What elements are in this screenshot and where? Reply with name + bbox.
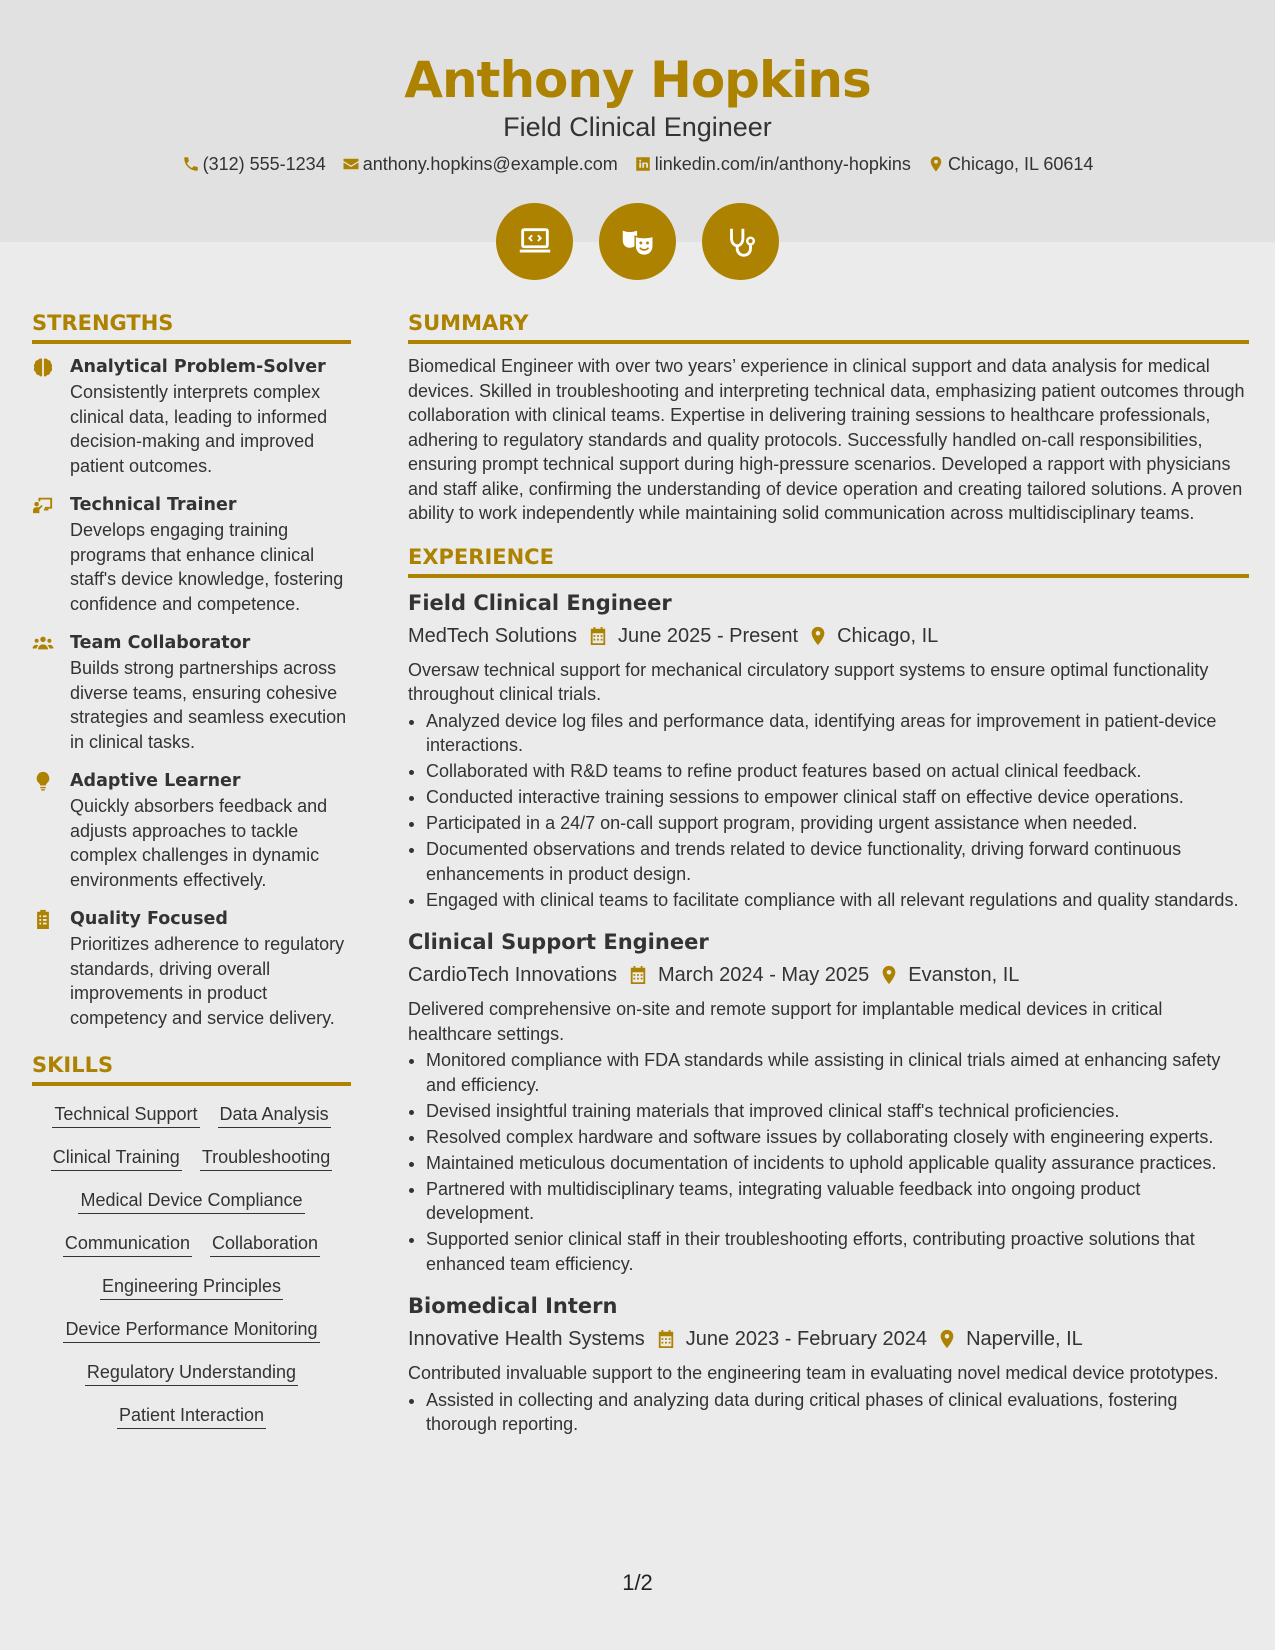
map-pin-icon [810,626,826,646]
job-company: MedTech Solutions [408,624,577,647]
skill-tag: Engineering Principles [100,1274,283,1300]
strength-desc: Develops engaging training programs that enhance clinical staff's device knowledge, fostering confidence and competence. [70,520,344,614]
job-entry [408,1291,1249,1437]
bullet-item: • Conducted interactive training sessions to empower clinical staff on effective device operations. [426,785,1249,810]
job-dates: June 2023 - February 2024 [685,1328,928,1350]
theater-masks-icon [619,223,657,261]
job-dates: June 2025 - Present [617,624,799,647]
job-description: Contributed invaluable support to the engineering team in evaluating novel medical device prototypes. [408,1363,1219,1383]
job-title: Clinical Support Engineer [408,930,709,954]
skill-tag: Data Analysis [218,1102,331,1128]
page-number: 1/2 [622,1570,653,1595]
skill-tag: Clinical Training [51,1145,182,1171]
job-location: Evanston, IL [908,964,1020,986]
strength-title: Quality Focused [70,909,228,929]
skill-tag: Medical Device Compliance [78,1188,304,1214]
bullet-item: • Supported senior clinical staff in their troubleshooting efforts, contributing proactive solutions that enhanced team efficiency. [426,1227,1249,1276]
summary-text: Biomedical Engineer with over two years’ experience in clinical support and data analysis for medical devices. Skilled in troubleshooting and interpreting technical data, emphasizing patient outcomes through collaboration with clinical teams. Expertise in delivering training sessions to healthcare professionals, adhering to regulatory standards and quality protocols. Successfully handled on-call responsibilities, ensuring prompt technical support during high-pressure scenarios. Developed a rapport with physicians and staff alike, confirming the understanding of device operation and creating tailored solutions. A proven ability to work independently while maintaining solid communication across multidisciplinary teams. [408,356,1245,523]
clipboard-list-icon [32,909,54,929]
calendar-icon [657,1329,675,1349]
bullet-item: • Documented observations and trends related to device functionality, driving forward continuous enhancements in product design. [426,837,1249,886]
candidate-title: Field Clinical Engineer [503,112,772,142]
users-icon [32,633,54,653]
job-dates: March 2024 - May 2025 [658,964,870,986]
job-location: Naperville, IL [966,1328,1083,1350]
skills-heading: SKILLS [32,1048,351,1086]
experience-heading: EXPERIENCE [408,540,1249,578]
job-entry [408,927,1249,1276]
map-pin-icon [927,155,945,173]
calendar-icon [629,965,647,985]
strength-desc: Quickly absorbers feedback and adjusts approaches to tackle complex challenges in dynamic environments effectively. [70,796,328,890]
contact-location [927,152,1093,176]
strength-desc: Consistently interprets complex clinical data, leading to informed decision-making and improved patient outcomes. [70,382,328,476]
lightbulb-icon [32,771,54,791]
chalkboard-teacher-icon [32,495,54,515]
bullet-item: • Assisted in collecting and analyzing data during critical phases of clinical evaluations, fostering thorough reporting. [426,1388,1249,1437]
brain-icon [32,357,54,377]
map-pin-icon [881,965,897,985]
candidate-name: Anthony Hopkins [404,51,871,109]
strength-title: Technical Trainer [70,495,237,515]
bullet-item: • Collaborated with R&D teams to refine product features based on actual clinical feedback. [426,759,1249,784]
right-column [408,306,1249,1452]
stethoscope-badge [702,203,779,280]
bullet-item: • Engaged with clinical teams to facilitate compliance with all relevant regulations and quality standards. [426,888,1249,913]
contact-email[interactable] [342,152,618,176]
bullet-item: • Maintained meticulous documentation of incidents to uphold applicable quality assurance practices. [426,1151,1249,1176]
strengths-heading: STRENGTHS [32,306,351,344]
strength-item [32,768,351,892]
job-bullets [408,1048,1249,1276]
skill-tag: Regulatory Understanding [85,1360,298,1386]
skill-tag: Collaboration [210,1231,320,1257]
bullet-item: • Monitored compliance with FDA standards while assisting in clinical trials aimed at enhancing safety and efficiency. [426,1048,1249,1097]
skills-list [32,1102,351,1429]
calendar-icon [589,626,607,646]
job-description: Delivered comprehensive on-site and remote support for implantable medical devices in critical healthcare settings. [408,999,1163,1044]
strength-item [32,630,351,754]
envelope-icon [342,155,360,173]
contact-phone[interactable] [182,152,326,176]
job-title: Biomedical Intern [408,1294,618,1318]
skill-tag: Technical Support [52,1102,199,1128]
strength-title: Team Collaborator [70,633,251,653]
job-meta [408,959,1249,991]
job-meta [408,1323,1249,1355]
map-pin-icon [939,1329,955,1349]
summary-heading: SUMMARY [408,306,1249,344]
contact-linkedin-text: linkedin.com/in/anthony-hopkins [654,154,911,174]
contact-phone-text: (312) 555-1234 [202,154,326,174]
stethoscope-icon [722,223,760,261]
bullet-item: • Partnered with multidisciplinary teams, integrating valuable feedback into ongoing product development. [426,1177,1249,1226]
bullet-item: • Resolved complex hardware and software issues by collaborating closely with engineering experts. [426,1125,1249,1150]
skill-tag: Patient Interaction [117,1403,266,1429]
strength-title: Analytical Problem-Solver [70,357,326,377]
strength-item [32,492,351,616]
bullet-item: • Analyzed device log files and performance data, identifying areas for improvement in patient-device interactions. [426,709,1249,758]
bullet-item: • Participated in a 24/7 on-call support program, providing urgent assistance when needed. [426,811,1249,836]
skill-tag: Device Performance Monitoring [63,1317,319,1343]
header-band [0,0,1275,242]
job-company: CardioTech Innovations [408,964,618,986]
contact-bar [0,152,1275,176]
badge-row [0,203,1275,280]
phone-icon [182,155,200,173]
left-column [32,306,351,1429]
job-bullets [408,1388,1249,1437]
contact-linkedin[interactable] [634,152,911,176]
linkedin-icon [634,155,652,173]
strength-desc: Builds strong partnerships across diverse teams, ensuring cohesive strategies and seamless execution in clinical tasks. [70,658,347,752]
skill-tag: Communication [63,1231,192,1257]
strength-item [32,906,351,1030]
skill-tag: Troubleshooting [200,1145,332,1171]
job-description: Oversaw technical support for mechanical circulatory support systems to ensure optimal functionality throughout clinical trials. [408,659,1209,704]
job-meta [408,620,1249,652]
bullet-item: • Devised insightful training materials that improved clinical staff's technical proficiencies. [426,1099,1249,1124]
laptop-code-badge [496,203,573,280]
job-company: Innovative Health Systems [408,1328,645,1350]
laptop-code-icon [516,223,554,261]
strength-title: Adaptive Learner [70,771,241,791]
contact-email-text: anthony.hopkins@example.com [362,154,618,174]
job-bullets [408,709,1249,913]
strength-item [32,354,351,478]
job-location: Chicago, IL [837,624,939,647]
theater-masks-badge [599,203,676,280]
strength-desc: Prioritizes adherence to regulatory standards, driving overall improvements in product competency and service delivery. [70,934,345,1028]
job-title: Field Clinical Engineer [408,590,672,615]
contact-location-text: Chicago, IL 60614 [947,154,1094,174]
job-entry [408,588,1249,913]
